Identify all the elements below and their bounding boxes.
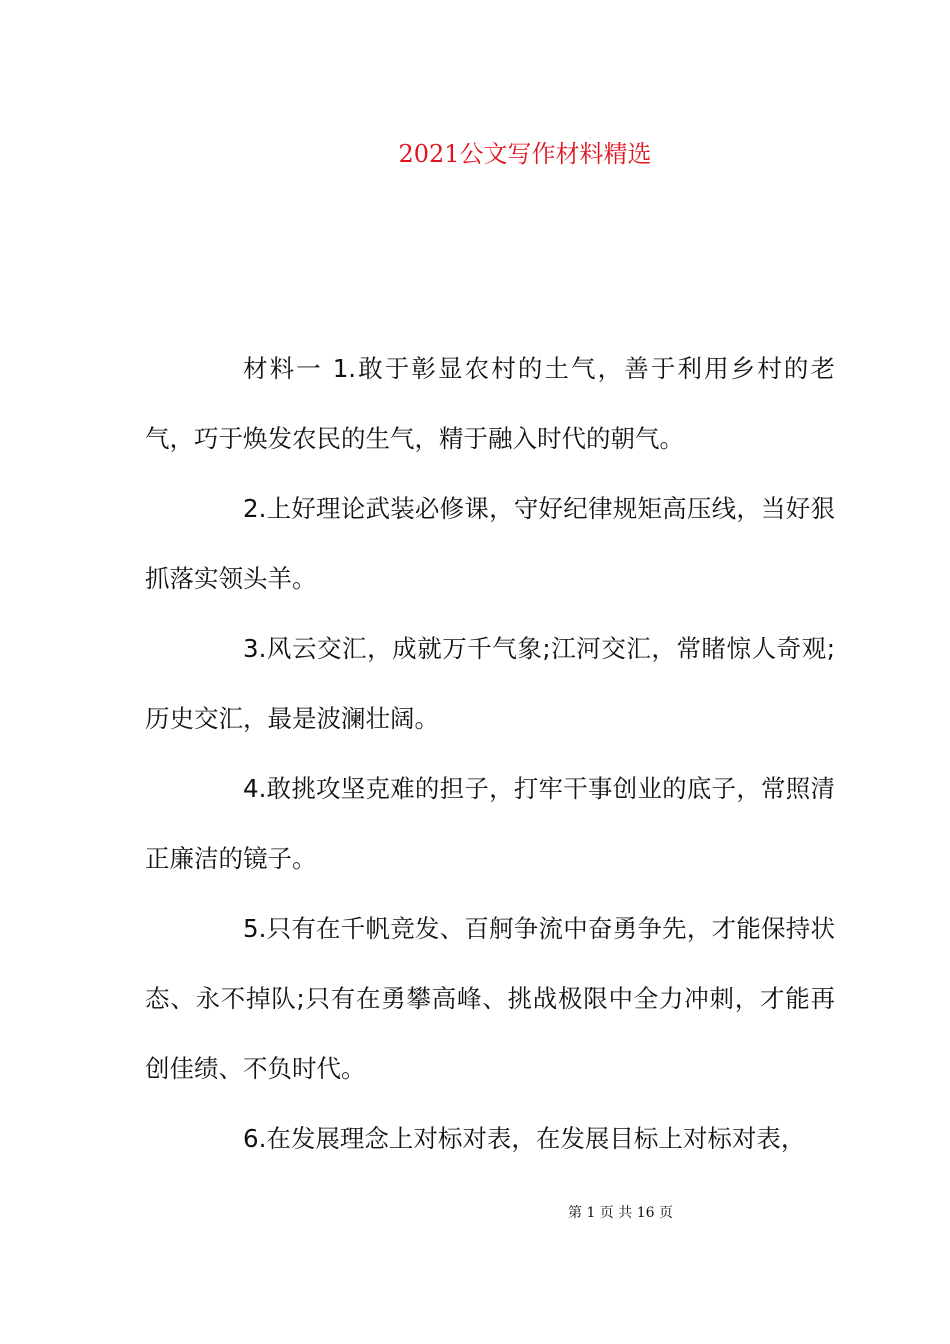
- paragraph-2: 2.上好理论武装必修课，守好纪律规矩高压线，当好狠抓落实领头羊。: [145, 494, 835, 593]
- document-body: [145, 334, 835, 1174]
- paragraph-4: 4.敢挑攻坚克难的担子，打牢干事创业的底子，常照清正廉洁的镜子。: [145, 774, 835, 873]
- document-title: 2021公文写作材料精选: [398, 140, 652, 168]
- page-footer: 第 1 页 共 16 页: [568, 1205, 673, 1221]
- paragraph-1: 材料一 1.敢于彰显农村的土气，善于利用乡村的老气，巧于焕发农民的生气，精于融入时代的朝气。: [145, 354, 835, 453]
- paragraph-5: 5.只有在千帆竞发、百舸争流中奋勇争先，才能保持状态、永不掉队;只有在勇攀高峰、挑战极限中全力冲刺，才能再创佳绩、不负时代。: [145, 914, 835, 1083]
- paragraph-3: 3.风云交汇，成就万千气象;江河交汇，常睹惊人奇观;历史交汇，最是波澜壮阔。: [145, 634, 835, 733]
- paragraph-6: 6.在发展理念上对标对表，在发展目标上对标对表，: [243, 1124, 806, 1153]
